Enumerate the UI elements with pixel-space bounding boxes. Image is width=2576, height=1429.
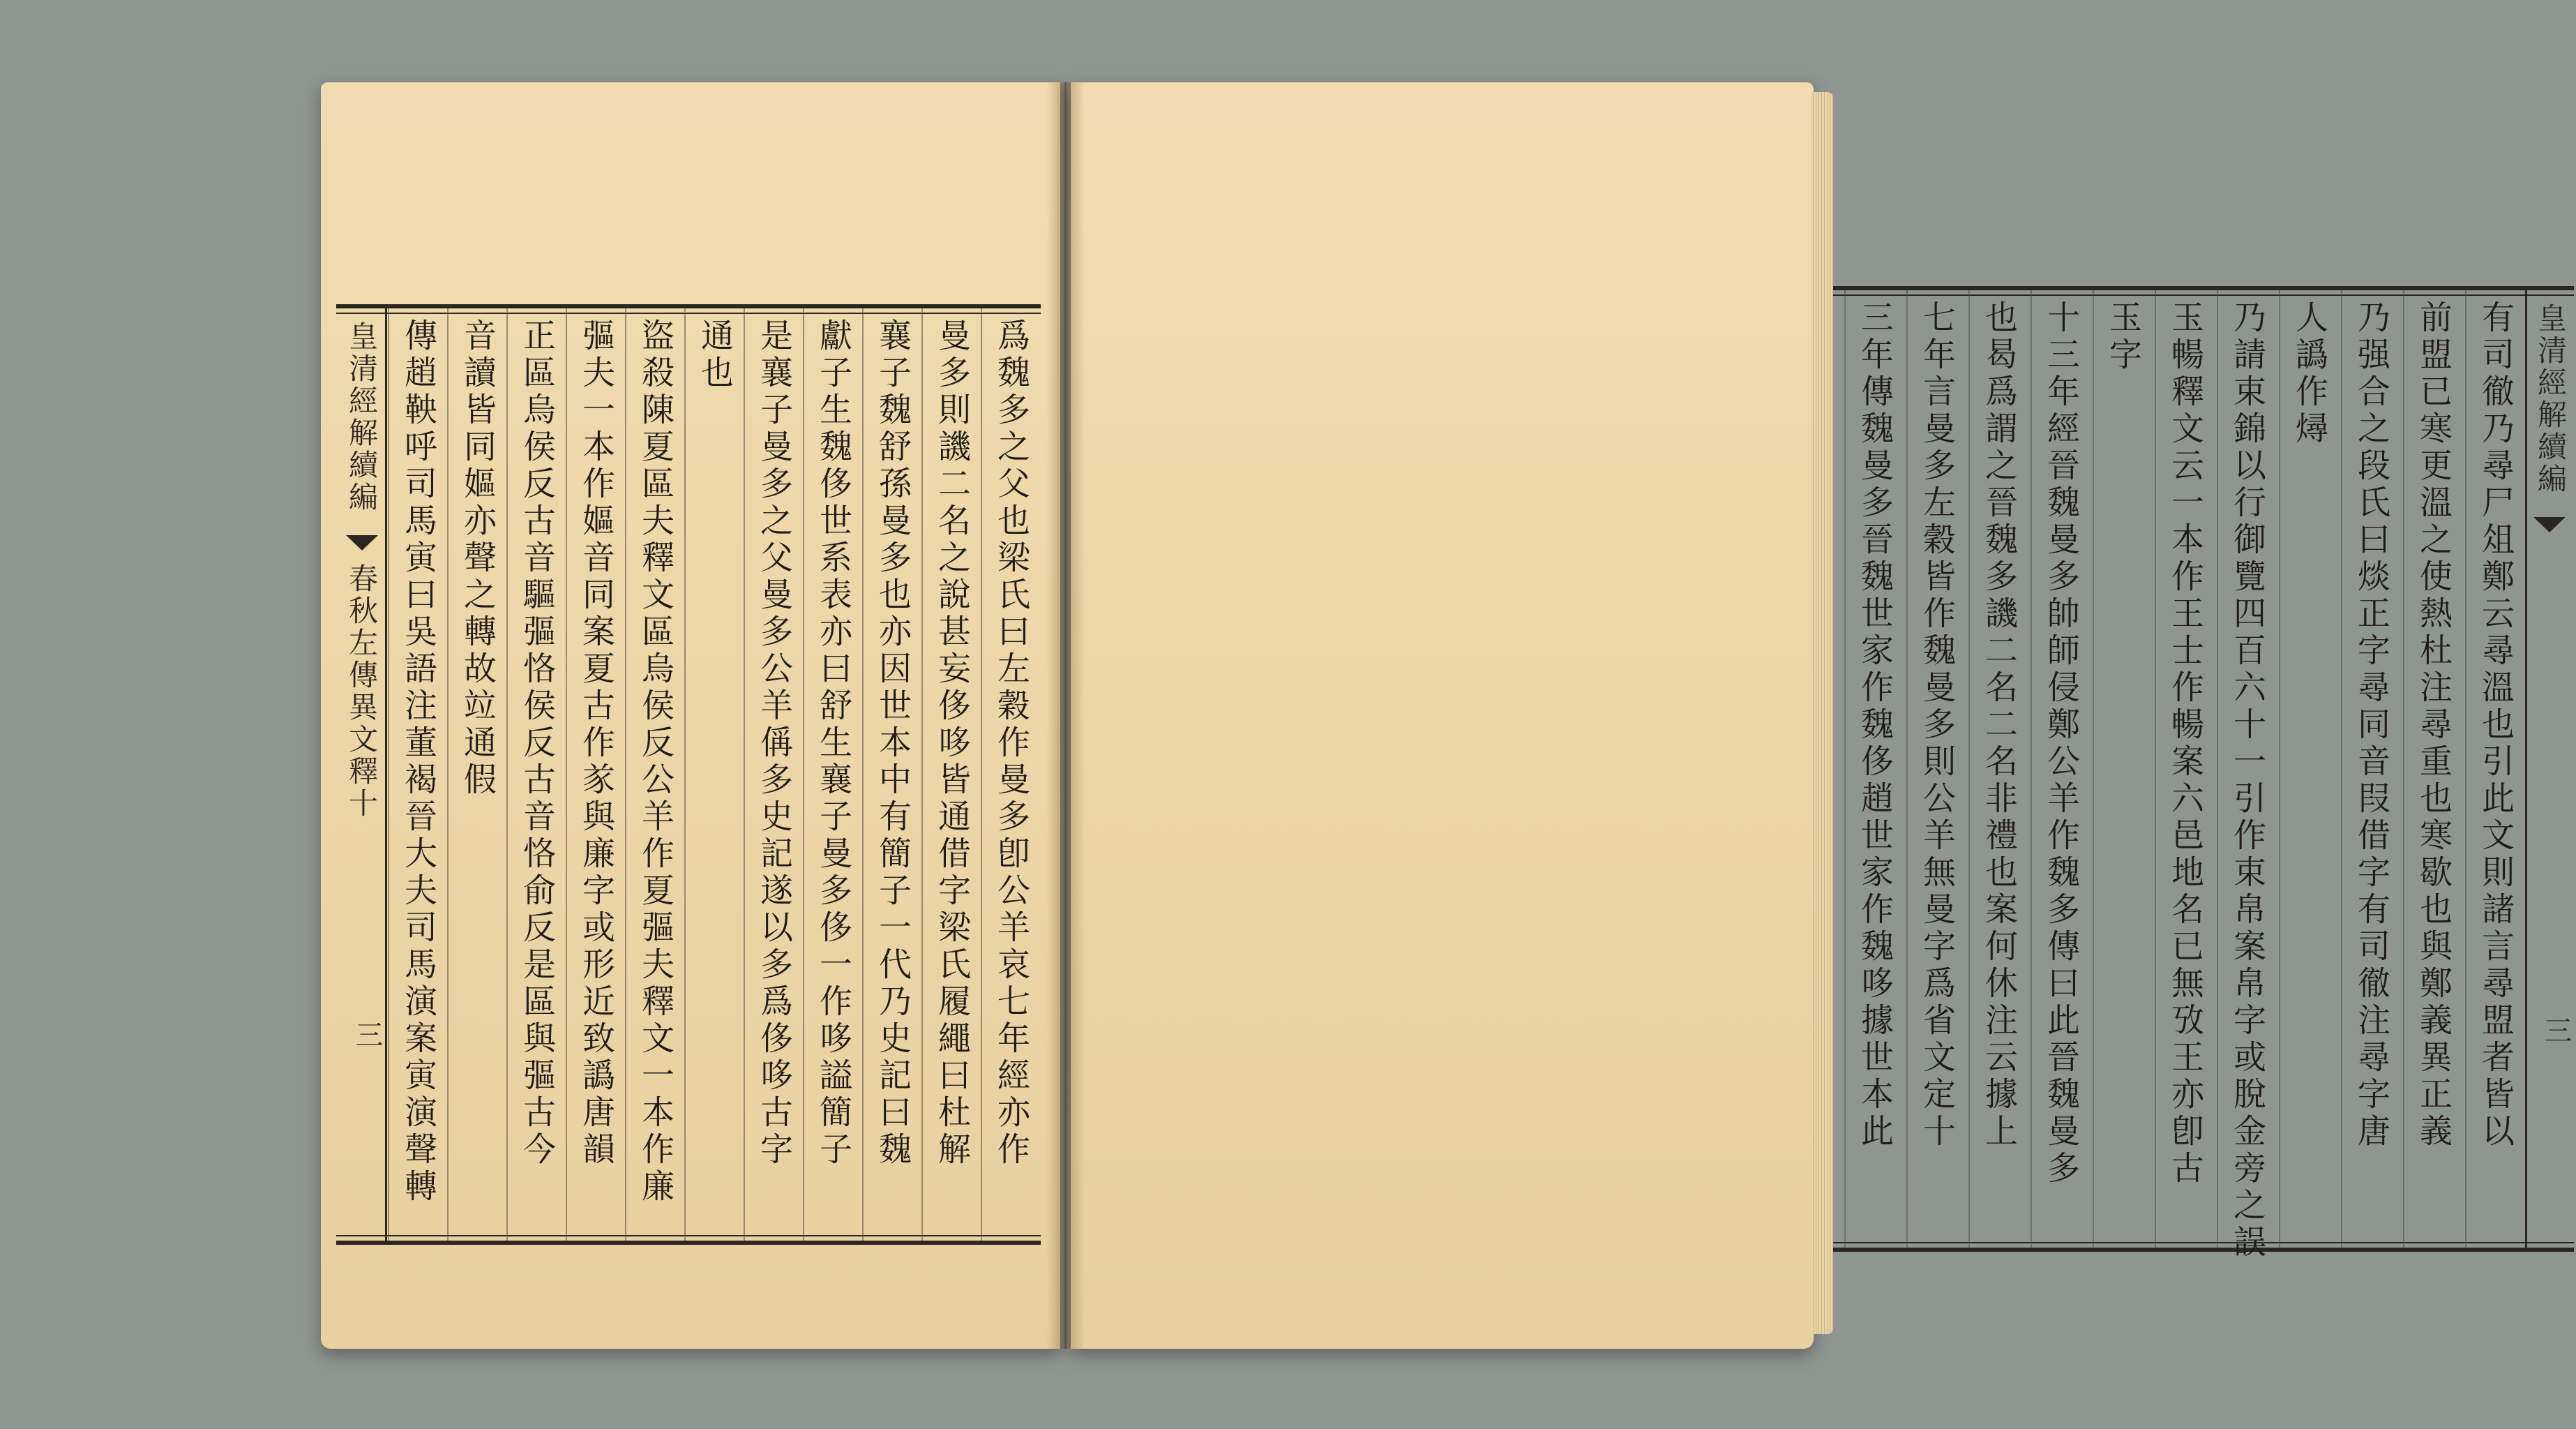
right-column-rule — [1968, 290, 1970, 1248]
left-column-rule — [981, 308, 982, 1241]
left-column-rule — [862, 308, 864, 1241]
left-text-column: 彄夫一本作嫗音同案夏古作㒸與廉字或形近致譌唐韻 — [577, 318, 615, 1169]
right-text-column: 三年傳魏曼多晉魏世家作魏侈趙世家作魏哆據世本此 — [1855, 300, 1894, 1151]
left-page-number: 三 — [351, 1020, 383, 1048]
left-text-column: 正區烏侯反古音驅彄恪侯反古音恪俞反是區與彄古今 — [518, 318, 556, 1169]
right-text-column: 前盟已寒更溫之使熱杜注尋重也寒歇也與鄭義異正義 — [2414, 300, 2453, 1151]
open-book — [321, 82, 2572, 1349]
left-column-rule — [625, 308, 626, 1241]
left-column-rule — [566, 308, 567, 1241]
right-margin-title: 皇清經解續編 — [2533, 303, 2568, 495]
right-column-rule — [2341, 290, 2342, 1248]
left-text-column: 通也 — [695, 318, 734, 392]
right-column-rule — [2279, 290, 2280, 1248]
left-text-column: 音讀皆同嫗亦聲之轉故竝通假 — [458, 318, 497, 799]
right-text-column: 乃請束錦以行御覽四百六十一引作束帛案帛字或脫金旁之誤 — [2228, 300, 2266, 1262]
right-column-rule — [2031, 290, 2032, 1248]
right-column-rule — [2093, 290, 2094, 1248]
left-column-rule — [744, 308, 745, 1241]
right-text-column: 玉字 — [2104, 300, 2142, 374]
left-column-rule — [388, 308, 389, 1241]
right-page — [1071, 82, 2572, 1349]
right-text-column: 人譌作燖 — [2290, 300, 2328, 448]
left-text-column: 獻子生魏侈世系表亦曰舒生襄子曼多侈一作哆謚簡子 — [814, 318, 852, 1169]
left-text-column: 爲魏多之父也梁氏曰左穀作曼多卽公羊哀七年經亦作 — [992, 318, 1030, 1169]
left-text-frame — [336, 304, 1041, 1245]
right-column-rule — [2217, 290, 2218, 1248]
right-column-rule — [1906, 290, 1908, 1248]
left-text-column: 曼多則譏二名之說甚妄侈哆皆通借字梁氏履繩曰杜解 — [933, 318, 971, 1169]
right-text-column: 有司徹乃尋尸俎鄭云尋溫也引此文則諸言尋盟者皆以 — [2476, 300, 2515, 1151]
right-text-frame — [1828, 286, 2574, 1262]
left-column-rule — [803, 308, 804, 1241]
left-text-column: 是襄子曼多之父曼多公羊偁多史記遂以多爲侈哆古字 — [755, 318, 793, 1169]
right-page-number: 三 — [2540, 1016, 2572, 1044]
right-column-rule — [1844, 290, 1846, 1248]
right-text-column: 乃强合之段氏曰㷋正字尋同音叚借字有司徹注尋字唐 — [2352, 300, 2390, 1151]
right-column-rule — [2155, 290, 2156, 1248]
left-margin-chapter: 春秋左傳異文釋十 — [345, 563, 379, 820]
left-column-rule — [921, 308, 923, 1241]
left-column-rule — [447, 308, 449, 1241]
left-page — [321, 82, 1060, 1349]
left-text-column: 盜殺陳夏區夫釋文區烏侯反公羊作夏彄夫釋文一本作廉 — [636, 318, 675, 1206]
right-text-column: 七年言曼多左穀皆作魏曼多則公羊無曼字爲省文定十 — [1918, 300, 1956, 1151]
right-column-rule — [2403, 290, 2404, 1248]
left-text-column: 傳趙鞅呼司馬寅曰吳語注董褐晉大夫司馬演案寅演聲轉 — [399, 318, 437, 1206]
right-column-rule — [2465, 290, 2466, 1248]
right-text-column: 十三年經晉魏曼多帥師侵鄭公羊作魏多傳曰此晉魏曼多 — [2042, 300, 2080, 1188]
right-text-column: 玉暢釋文云一本作王士作暢案六邑地名已無攷王亦卽古 — [2166, 300, 2204, 1188]
left-column-rule — [506, 308, 508, 1241]
book-gutter — [1046, 82, 1085, 1349]
right-text-column: 也曷爲謂之晉魏多譏二名二名非禮也案何休注云據上 — [1980, 300, 2018, 1151]
left-margin-title: 皇清經解續編 — [345, 321, 379, 514]
left-fish-tail — [346, 535, 378, 551]
left-column-rule — [684, 308, 686, 1241]
right-fish-tail — [2533, 517, 2566, 532]
left-text-column: 襄子魏舒孫曼多也亦因世本中有簡子一代乃史記曰魏 — [873, 318, 912, 1169]
page-edges — [1811, 92, 1833, 1334]
